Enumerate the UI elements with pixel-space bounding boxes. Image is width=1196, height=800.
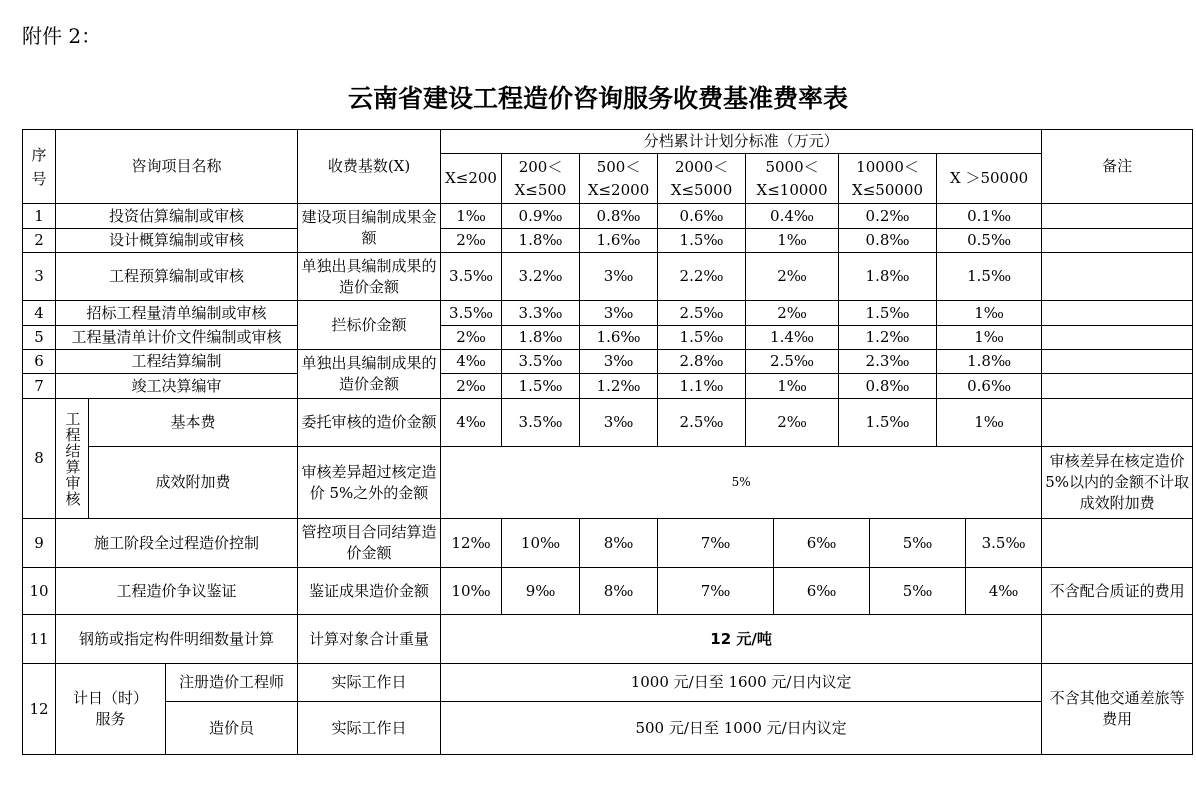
row-name: 基本费 <box>89 399 298 447</box>
tier-header: 200＜X≤500 <box>502 154 580 204</box>
rate-cell: 3‰ <box>580 350 658 374</box>
remark-cell <box>1042 229 1193 253</box>
header-tiers-title: 分档累计计划分标准（万元） <box>441 130 1042 154</box>
rate-cell: 1.5‰ <box>839 301 937 326</box>
rate-cell: 2‰ <box>441 229 502 253</box>
rate-cell: 6‰ <box>774 519 870 568</box>
row-no: 5 <box>23 326 56 350</box>
row-name: 竣工决算编审 <box>56 374 298 399</box>
rate-cell: 0.6‰ <box>937 374 1042 399</box>
table-row <box>23 229 1193 253</box>
tier-header: 5000＜X≤10000 <box>746 154 839 204</box>
rate-cell: 5‰ <box>870 568 966 615</box>
row-name: 钢筋或指定构件明细数量计算 <box>56 615 298 664</box>
rate-cell: 1‰ <box>441 204 502 229</box>
rate-cell: 2‰ <box>441 326 502 350</box>
rate-cell: 0.4‰ <box>746 204 839 229</box>
rate-cell: 12‰ <box>441 519 502 568</box>
row-role: 造价员 <box>166 702 298 755</box>
rate-cell: 2.8‰ <box>658 350 746 374</box>
rate-cell: 1.1‰ <box>658 374 746 399</box>
remark-cell: 审核差异在核定造价 5%以内的金额不计取成效附加费 <box>1042 447 1193 519</box>
rate-cell: 3‰ <box>580 399 658 447</box>
remark-cell <box>1042 350 1193 374</box>
rate-cell: 2‰ <box>746 301 839 326</box>
table-row <box>23 350 1193 374</box>
rate-cell: 1.8‰ <box>502 229 580 253</box>
tier-header: X≤200 <box>441 154 502 204</box>
table-row <box>23 253 1193 301</box>
rate-cell: 1‰ <box>937 326 1042 350</box>
row-name: 施工阶段全过程造价控制 <box>56 519 298 568</box>
rate-cell: 12 元/吨 <box>441 615 1042 664</box>
rate-cell: 1‰ <box>937 301 1042 326</box>
table-row <box>23 519 1193 568</box>
rate-cell: 7‰ <box>658 519 774 568</box>
row-base: 审核差异超过核定造价 5%之外的金额 <box>298 447 441 519</box>
row-name: 成效附加费 <box>89 447 298 519</box>
rate-cell: 1.2‰ <box>839 326 937 350</box>
rate-cell: 6‰ <box>774 568 870 615</box>
row-name: 工程量清单计价文件编制或审核 <box>56 326 298 350</box>
header-row <box>23 130 1193 154</box>
remark-cell <box>1042 253 1193 301</box>
rate-cell: 1.5‰ <box>937 253 1042 301</box>
rate-cell: 2‰ <box>441 374 502 399</box>
table-row <box>23 702 1193 755</box>
table-row <box>23 374 1193 399</box>
table-row <box>23 326 1193 350</box>
rate-cell: 2.5‰ <box>658 301 746 326</box>
row-no: 1 <box>23 204 56 229</box>
rate-cell: 3‰ <box>580 301 658 326</box>
rate-cell: 2.3‰ <box>839 350 937 374</box>
rate-cell: 3.5‰ <box>502 350 580 374</box>
row-no: 6 <box>23 350 56 374</box>
row-base: 委托审核的造价金额 <box>298 399 441 447</box>
row-name: 计日（时）服务 <box>56 664 166 755</box>
rate-cell: 9‰ <box>502 568 580 615</box>
remark-cell <box>1042 301 1193 326</box>
row-no: 12 <box>23 664 56 755</box>
row-no: 4 <box>23 301 56 326</box>
row-role: 注册造价工程师 <box>166 664 298 702</box>
rate-cell: 0.8‰ <box>839 374 937 399</box>
rate-cell: 4‰ <box>441 399 502 447</box>
tier-header: 10000＜X≤50000 <box>839 154 937 204</box>
row-base: 鉴证成果造价金额 <box>298 568 441 615</box>
rate-cell: 3.3‰ <box>502 301 580 326</box>
row-no: 3 <box>23 253 56 301</box>
rate-cell: 7‰ <box>658 568 774 615</box>
rate-cell: 2‰ <box>746 253 839 301</box>
rate-cell: 1000 元/日至 1600 元/日内议定 <box>441 664 1042 702</box>
remark-cell <box>1042 399 1193 447</box>
row-base: 单独出具编制成果的造价金额 <box>298 253 441 301</box>
row-base: 实际工作日 <box>298 664 441 702</box>
rate-cell: 5‰ <box>870 519 966 568</box>
rate-cell: 2.5‰ <box>658 399 746 447</box>
header-item-name: 咨询项目名称 <box>56 130 298 204</box>
rate-cell: 1‰ <box>746 229 839 253</box>
row-no: 8 <box>23 399 56 519</box>
tier-header: X ＞50000 <box>937 154 1042 204</box>
row-name: 设计概算编制或审核 <box>56 229 298 253</box>
rate-cell: 1.5‰ <box>658 229 746 253</box>
rate-cell: 0.8‰ <box>839 229 937 253</box>
rate-cell: 5% <box>441 447 1042 519</box>
header-seq: 序号 <box>23 130 56 204</box>
tier-header: 2000＜X≤5000 <box>658 154 746 204</box>
row-name: 投资估算编制或审核 <box>56 204 298 229</box>
header-base: 收费基数(X) <box>298 130 441 204</box>
table-row <box>23 664 1193 702</box>
page-title: 云南省建设工程造价咨询服务收费基准费率表 <box>347 84 848 113</box>
tier-header: 500＜X≤2000 <box>580 154 658 204</box>
row-base: 计算对象合计重量 <box>298 615 441 664</box>
rate-cell: 3.5‰ <box>966 519 1042 568</box>
row-name: 工程造价争议鉴证 <box>56 568 298 615</box>
remark-cell <box>1042 204 1193 229</box>
row-name: 招标工程量清单编制或审核 <box>56 301 298 326</box>
row-name: 工程预算编制或审核 <box>56 253 298 301</box>
rate-cell: 4‰ <box>966 568 1042 615</box>
remark-cell <box>1042 374 1193 399</box>
rate-cell: 1.2‰ <box>580 374 658 399</box>
rate-cell: 0.1‰ <box>937 204 1042 229</box>
rate-cell: 1.6‰ <box>580 229 658 253</box>
row-group-name: 工程结算审核 <box>56 399 89 519</box>
rate-cell: 0.6‰ <box>658 204 746 229</box>
rate-cell: 1.5‰ <box>839 399 937 447</box>
rate-cell: 3.5‰ <box>441 301 502 326</box>
rate-cell: 0.9‰ <box>502 204 580 229</box>
row-base: 单独出具编制成果的造价金额 <box>298 350 441 399</box>
rate-cell: 3‰ <box>580 253 658 301</box>
rate-cell: 2.2‰ <box>658 253 746 301</box>
row-base: 实际工作日 <box>298 702 441 755</box>
rate-cell: 3.2‰ <box>502 253 580 301</box>
remark-cell <box>1042 519 1193 568</box>
rate-cell: 8‰ <box>580 568 658 615</box>
table-row <box>23 615 1193 664</box>
rate-cell: 1.4‰ <box>746 326 839 350</box>
table-row <box>23 447 1193 519</box>
remark-cell <box>1042 615 1193 664</box>
rate-cell: 3.5‰ <box>441 253 502 301</box>
remark-cell <box>1042 326 1193 350</box>
rate-cell: 2.5‰ <box>746 350 839 374</box>
row-name: 工程结算编制 <box>56 350 298 374</box>
rate-cell: 4‰ <box>441 350 502 374</box>
rate-cell: 10‰ <box>502 519 580 568</box>
rate-cell: 1‰ <box>746 374 839 399</box>
row-no: 7 <box>23 374 56 399</box>
rate-cell: 1.8‰ <box>502 326 580 350</box>
rate-cell: 500 元/日至 1000 元/日内议定 <box>441 702 1042 755</box>
rate-cell: 1‰ <box>937 399 1042 447</box>
row-base: 管控项目合同结算造价金额 <box>298 519 441 568</box>
table-row <box>23 301 1193 326</box>
table-row <box>23 204 1193 229</box>
attachment-label: 附件 2： <box>22 24 102 48</box>
row-base: 拦标价金额 <box>298 301 441 350</box>
rate-cell: 3.5‰ <box>502 399 580 447</box>
row-no: 9 <box>23 519 56 568</box>
header-remark: 备注 <box>1042 130 1193 204</box>
rate-cell: 1.5‰ <box>502 374 580 399</box>
rate-cell: 0.5‰ <box>937 229 1042 253</box>
row-no: 2 <box>23 229 56 253</box>
row-base: 建设项目编制成果金额 <box>298 204 441 253</box>
rate-cell: 1.8‰ <box>937 350 1042 374</box>
rate-cell: 1.5‰ <box>658 326 746 350</box>
table-row <box>23 399 1193 447</box>
row-no: 11 <box>23 615 56 664</box>
rate-cell: 2‰ <box>746 399 839 447</box>
rate-cell: 8‰ <box>580 519 658 568</box>
fee-rate-table <box>22 129 1193 755</box>
remark-cell: 不含其他交通差旅等费用 <box>1042 664 1193 755</box>
rate-cell: 10‰ <box>441 568 502 615</box>
table-row <box>23 568 1193 615</box>
rate-cell: 1.8‰ <box>839 253 937 301</box>
rate-cell: 0.8‰ <box>580 204 658 229</box>
rate-cell: 1.6‰ <box>580 326 658 350</box>
row-no: 10 <box>23 568 56 615</box>
rate-cell: 0.2‰ <box>839 204 937 229</box>
remark-cell: 不含配合质证的费用 <box>1042 568 1193 615</box>
